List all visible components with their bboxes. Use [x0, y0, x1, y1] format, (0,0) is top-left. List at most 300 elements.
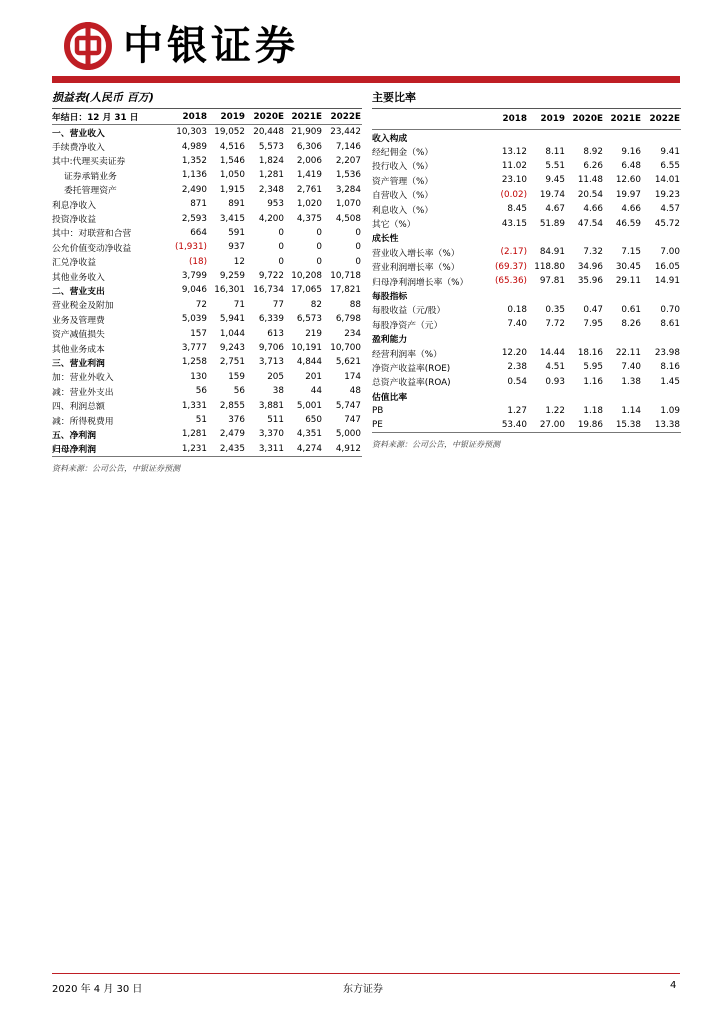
value-cell: 4,508 — [335, 213, 361, 224]
header-rule — [52, 76, 680, 83]
row-label: 二、营业支出 — [52, 286, 105, 297]
row-label: 资产减值损失 — [52, 330, 105, 341]
brand-name: 中银证券 — [123, 22, 299, 69]
table-row — [372, 403, 681, 417]
row-label: 委托管理资产 — [64, 186, 117, 197]
value-cell: (2.17) — [500, 247, 527, 258]
row-label: 其他业务收入 — [52, 272, 105, 283]
ratios-header-row — [372, 109, 681, 130]
value-cell: 4,351 — [296, 429, 322, 440]
value-cell: 9,243 — [219, 343, 245, 354]
row-label: PB — [372, 405, 384, 416]
value-cell: 23,442 — [330, 127, 361, 138]
table-row — [372, 317, 681, 331]
row-label: 四、利润总额 — [52, 402, 105, 413]
value-cell: 6,339 — [258, 314, 284, 325]
value-cell: 1.09 — [660, 405, 680, 416]
table-row — [372, 245, 681, 259]
value-cell: 1,352 — [181, 155, 207, 166]
value-cell — [604, 288, 642, 302]
row-label: 归母净利润增长率（%） — [372, 277, 469, 288]
value-cell: 8.45 — [507, 204, 527, 215]
value-cell — [604, 231, 642, 245]
value-cell: 118.80 — [534, 261, 565, 272]
row-label: 其它（%） — [372, 220, 416, 231]
value-cell — [642, 130, 681, 145]
value-cell: 56 — [195, 386, 207, 397]
table-row — [52, 226, 362, 240]
value-cell: 0.54 — [507, 376, 527, 387]
value-cell: 2.38 — [507, 362, 527, 373]
ratios-header-cell: 2021E — [610, 114, 641, 124]
row-label: 每股净资产（元） — [372, 320, 443, 331]
value-cell: 8.26 — [621, 319, 641, 330]
value-cell: 4.67 — [545, 204, 565, 215]
row-label: 成长性 — [372, 234, 399, 245]
row-label: 经营利润率（%） — [372, 349, 442, 360]
value-cell: 5.51 — [545, 160, 565, 171]
value-cell: 1.18 — [583, 405, 603, 416]
value-cell: 23.10 — [501, 175, 527, 186]
value-cell — [566, 331, 604, 345]
income-header-cell: 2018 — [182, 111, 207, 122]
value-cell: 5,573 — [258, 141, 284, 152]
value-cell: 0 — [316, 256, 322, 267]
income-header-cell: 2021E — [291, 111, 322, 122]
value-cell: 51 — [195, 415, 207, 425]
value-cell: 12.20 — [501, 348, 527, 359]
row-label: 其他业务成本 — [52, 344, 105, 355]
table-row — [372, 389, 681, 403]
value-cell — [490, 231, 528, 245]
value-cell: 6.55 — [660, 160, 680, 171]
ratios-header-cell: 2018 — [502, 114, 527, 124]
table-row — [372, 360, 681, 374]
value-cell: 19.74 — [539, 189, 565, 200]
value-cell — [566, 288, 604, 302]
value-cell: 5,621 — [335, 357, 361, 368]
value-cell — [528, 331, 566, 345]
value-cell: 16.05 — [654, 261, 680, 272]
value-cell: 4.57 — [660, 204, 680, 215]
value-cell: 11.48 — [577, 175, 603, 186]
value-cell — [604, 331, 642, 345]
value-cell: 4,844 — [296, 357, 322, 368]
value-cell: 0.35 — [545, 304, 565, 315]
value-cell: 19.97 — [615, 189, 641, 200]
value-cell: 2,207 — [335, 155, 361, 166]
value-cell: 19,052 — [214, 127, 245, 138]
value-cell — [490, 389, 528, 403]
table-row — [52, 211, 362, 225]
table-row — [372, 159, 681, 173]
table-row — [52, 197, 362, 211]
table-row — [52, 269, 362, 283]
value-cell: 0 — [278, 227, 284, 238]
row-label: 营业税金及附加 — [52, 301, 114, 312]
income-header-cell: 年结日：12 月 31 日 — [52, 113, 139, 123]
value-cell — [490, 331, 528, 345]
value-cell: 5,001 — [296, 400, 322, 411]
value-cell — [566, 231, 604, 245]
value-cell: 4,200 — [258, 213, 284, 224]
table-row — [52, 183, 362, 197]
value-cell: 0.70 — [660, 304, 680, 315]
value-cell: 7,146 — [335, 141, 361, 152]
table-row — [52, 442, 362, 457]
value-cell: 47.54 — [577, 218, 603, 229]
value-cell: 0 — [316, 227, 322, 238]
row-label: 营业收入增长率（%） — [372, 248, 460, 259]
income-header-row — [52, 109, 362, 125]
value-cell: 3,415 — [219, 213, 245, 224]
value-cell: 0.93 — [545, 376, 565, 387]
value-cell: 1.16 — [583, 376, 603, 387]
value-cell: 16,301 — [214, 285, 245, 296]
value-cell: 4.51 — [545, 362, 565, 373]
income-header-cell: 2019 — [220, 111, 245, 122]
value-cell: 159 — [228, 371, 245, 382]
row-label: 经纪佣金（%） — [372, 148, 434, 159]
value-cell: (65.36) — [494, 276, 527, 287]
ratios-header-cell: 2022E — [649, 114, 680, 124]
value-cell: 34.96 — [577, 261, 603, 272]
value-cell: 8.16 — [660, 362, 680, 373]
row-label: 五、净利润 — [52, 430, 96, 441]
value-cell: 5,747 — [335, 400, 361, 411]
value-cell: 1,050 — [219, 170, 245, 181]
table-row — [372, 331, 681, 345]
table-row — [372, 418, 681, 433]
ratios-header-cell — [372, 109, 490, 130]
value-cell: 1,136 — [181, 170, 207, 181]
value-cell: 20.54 — [577, 189, 603, 200]
value-cell — [604, 130, 642, 145]
row-label: PE — [372, 420, 383, 430]
value-cell: 2,490 — [181, 184, 207, 195]
value-cell: 1.45 — [660, 376, 680, 387]
value-cell: 53.40 — [501, 420, 527, 430]
value-cell: 174 — [344, 371, 361, 382]
value-cell: 4,274 — [296, 443, 322, 454]
value-cell: 1,536 — [335, 170, 361, 181]
value-cell: 17,065 — [291, 285, 322, 296]
value-cell: 14.91 — [654, 276, 680, 287]
value-cell: 0.47 — [583, 304, 603, 315]
value-cell: 0 — [278, 256, 284, 267]
value-cell: 1,070 — [335, 199, 361, 210]
value-cell: 27.00 — [539, 420, 565, 430]
value-cell: 5,039 — [181, 314, 207, 325]
value-cell: 1,020 — [296, 199, 322, 210]
value-cell: 6.26 — [583, 160, 603, 171]
brand-header — [63, 20, 299, 72]
value-cell: 4.66 — [583, 204, 603, 215]
value-cell: 46.59 — [615, 218, 641, 229]
value-cell: 4,912 — [335, 443, 361, 454]
income-header-cell: 2022E — [330, 111, 361, 122]
value-cell: 8.92 — [583, 146, 603, 157]
value-cell: 0 — [278, 242, 284, 253]
income-statement-section — [52, 86, 362, 474]
table-row — [372, 173, 681, 187]
value-cell: 650 — [305, 415, 322, 425]
table-row — [52, 240, 362, 254]
table-row — [372, 188, 681, 202]
value-cell: 664 — [190, 227, 207, 238]
value-cell: 7.40 — [621, 362, 641, 373]
value-cell: 0 — [355, 256, 361, 267]
value-cell: 7.00 — [660, 247, 680, 258]
value-cell: 6,573 — [296, 314, 322, 325]
table-row — [52, 355, 362, 369]
value-cell: 71 — [233, 299, 245, 310]
value-cell: 15.38 — [615, 420, 641, 430]
value-cell — [642, 389, 681, 403]
value-cell: 12.60 — [615, 175, 641, 186]
value-cell: 2,593 — [181, 213, 207, 224]
table-row — [52, 139, 362, 153]
value-cell: 1,258 — [181, 357, 207, 368]
value-cell — [566, 130, 604, 145]
table-row — [52, 255, 362, 269]
value-cell: 77 — [272, 299, 284, 310]
value-cell: 1.22 — [545, 405, 565, 416]
value-cell: 21,909 — [291, 127, 322, 138]
value-cell: 130 — [190, 371, 207, 382]
row-label: 自营收入（%） — [372, 191, 434, 202]
value-cell: 747 — [344, 415, 361, 425]
value-cell — [528, 231, 566, 245]
row-label: 业务及管理费 — [52, 315, 105, 326]
row-label: 其中:代理买卖证券 — [52, 157, 126, 168]
value-cell: 56 — [233, 386, 245, 397]
value-cell — [642, 288, 681, 302]
value-cell: 10,208 — [291, 271, 322, 282]
value-cell: 511 — [267, 415, 284, 425]
value-cell: 891 — [228, 199, 245, 210]
value-cell: 1,331 — [181, 400, 207, 411]
row-label: 投资净收益 — [52, 215, 96, 226]
value-cell — [528, 288, 566, 302]
row-label: 减：营业外支出 — [52, 387, 114, 398]
value-cell: 871 — [190, 199, 207, 210]
value-cell: 82 — [310, 299, 322, 310]
value-cell: 19.86 — [577, 420, 603, 430]
value-cell: 12 — [233, 256, 245, 267]
value-cell: 45.72 — [654, 218, 680, 229]
value-cell: 157 — [190, 328, 207, 339]
row-label: 公允价值变动净收益 — [52, 243, 132, 254]
value-cell: 591 — [228, 227, 245, 238]
value-cell: 9.41 — [660, 146, 680, 157]
value-cell: 613 — [267, 328, 284, 339]
row-label: 每股指标 — [372, 291, 408, 302]
value-cell: 1,824 — [258, 155, 284, 166]
row-label: 利息净收入 — [52, 200, 96, 211]
row-label: 营业利润增长率（%） — [372, 263, 460, 274]
table-row — [52, 125, 362, 140]
value-cell: 2,348 — [258, 184, 284, 195]
value-cell: 1.27 — [507, 405, 527, 416]
value-cell — [528, 389, 566, 403]
value-cell: 13.12 — [501, 146, 527, 157]
table-row — [52, 326, 362, 340]
value-cell: 44 — [310, 386, 322, 397]
row-label: 加：营业外收入 — [52, 373, 114, 384]
table-row — [52, 370, 362, 384]
value-cell: 20,448 — [253, 127, 284, 138]
value-cell: 219 — [305, 328, 322, 339]
row-label: 归母净利润 — [52, 445, 96, 456]
footer-date: 2020 年 4 月 30 日 — [52, 984, 143, 995]
value-cell: 953 — [267, 199, 284, 210]
value-cell: 1,231 — [181, 443, 207, 454]
value-cell: 2,435 — [219, 443, 245, 454]
table-row — [52, 398, 362, 412]
row-label: 利息收入（%） — [372, 205, 434, 216]
table-row — [372, 144, 681, 158]
page-number: 4 — [670, 980, 677, 991]
value-cell: 35.96 — [577, 276, 603, 287]
key-ratios-table — [372, 109, 681, 433]
value-cell: 3,799 — [181, 271, 207, 282]
value-cell: 10,303 — [176, 127, 207, 138]
footer-rule — [52, 973, 680, 974]
value-cell: 3,713 — [258, 357, 284, 368]
table-row — [372, 288, 681, 302]
table-row — [52, 283, 362, 297]
table-row — [372, 303, 681, 317]
value-cell: 22.11 — [615, 348, 641, 359]
value-cell: 88 — [349, 299, 361, 310]
value-cell: 19.23 — [654, 189, 680, 200]
value-cell: 10,718 — [330, 271, 361, 282]
value-cell: 5.95 — [583, 362, 603, 373]
value-cell: 7.40 — [507, 319, 527, 330]
value-cell: 3,881 — [258, 400, 284, 411]
value-cell: 29.11 — [615, 276, 641, 287]
value-cell: 7.95 — [583, 319, 603, 330]
key-ratios-title: 主要比率 — [372, 86, 681, 109]
table-row — [52, 298, 362, 312]
table-row — [372, 260, 681, 274]
value-cell: 3,311 — [258, 443, 284, 454]
value-cell: 2,006 — [296, 155, 322, 166]
value-cell: (1,931) — [174, 242, 207, 253]
value-cell: 0 — [316, 242, 322, 253]
value-cell: 11.02 — [501, 160, 527, 171]
row-label: 净资产收益率(ROE) — [372, 363, 451, 374]
value-cell: 51.89 — [539, 218, 565, 229]
value-cell: 0.18 — [507, 304, 527, 315]
row-label: 投行收入（%） — [372, 162, 434, 173]
bank-of-china-logo-icon — [63, 21, 113, 71]
value-cell: 6,798 — [335, 314, 361, 325]
value-cell: 7.32 — [583, 247, 603, 258]
value-cell: 9,046 — [181, 285, 207, 296]
value-cell: 4,375 — [296, 213, 322, 224]
value-cell: 43.15 — [501, 218, 527, 229]
value-cell: 2,761 — [296, 184, 322, 195]
value-cell: 3,777 — [181, 343, 207, 354]
row-label: 减：所得税费用 — [52, 416, 114, 427]
table-row — [52, 413, 362, 427]
value-cell: 3,284 — [335, 184, 361, 195]
value-cell: 1,419 — [296, 170, 322, 181]
value-cell: 17,821 — [330, 285, 361, 296]
table-row — [52, 168, 362, 182]
value-cell: 4,989 — [181, 141, 207, 152]
value-cell: 6,306 — [296, 141, 322, 152]
table-row — [372, 202, 681, 216]
table-row — [52, 427, 362, 441]
table-row — [372, 231, 681, 245]
value-cell: 1,281 — [181, 429, 207, 440]
value-cell: 1,915 — [219, 184, 245, 195]
value-cell: 7.72 — [545, 319, 565, 330]
value-cell: 1,281 — [258, 170, 284, 181]
value-cell: 4.66 — [621, 204, 641, 215]
value-cell: 5,000 — [335, 429, 361, 440]
row-label: 手续费净收入 — [52, 143, 105, 154]
value-cell: 3,370 — [258, 429, 284, 440]
value-cell: 0 — [355, 242, 361, 253]
value-cell: 1.38 — [621, 376, 641, 387]
value-cell: 14.01 — [654, 175, 680, 186]
value-cell: 2,855 — [219, 400, 245, 411]
value-cell: 7.15 — [621, 247, 641, 258]
ratios-header-cell: 2019 — [540, 114, 565, 124]
value-cell: 0 — [355, 227, 361, 238]
row-label: 证券承销业务 — [64, 171, 117, 182]
value-cell: 48 — [349, 386, 361, 397]
value-cell: 23.98 — [654, 348, 680, 359]
ratios-source-note: 资料来源：公司公告，中银证券预测 — [372, 440, 500, 450]
value-cell: 1,044 — [219, 328, 245, 339]
value-cell: 234 — [344, 328, 361, 339]
value-cell: (18) — [188, 256, 207, 267]
value-cell: 9,706 — [258, 343, 284, 354]
key-ratios-body — [372, 130, 681, 433]
value-cell: 376 — [228, 415, 245, 425]
value-cell: 2,751 — [219, 357, 245, 368]
table-row — [52, 384, 362, 398]
row-label: 三、营业利润 — [52, 358, 105, 369]
value-cell: 72 — [195, 299, 207, 310]
footer-company: 东方证券 — [343, 984, 383, 995]
table-row — [52, 312, 362, 326]
row-label: 盈利能力 — [372, 335, 408, 346]
table-row — [372, 130, 681, 145]
income-source-note: 资料来源：公司公告，中银证券预测 — [52, 463, 180, 473]
income-statement-title: 损益表(人民币 百万) — [52, 86, 362, 109]
value-cell: 38 — [272, 386, 284, 397]
value-cell: 10,191 — [291, 343, 322, 354]
key-ratios-section — [372, 86, 681, 450]
table-row — [372, 346, 681, 360]
table-row — [52, 341, 362, 355]
value-cell: (0.02) — [500, 189, 527, 200]
value-cell: 97.81 — [539, 276, 565, 287]
table-row — [372, 274, 681, 288]
row-label: 一、营业收入 — [52, 128, 105, 139]
value-cell: 13.38 — [654, 420, 680, 430]
table-row — [52, 154, 362, 168]
row-label: 资产管理（%） — [372, 176, 434, 187]
value-cell: 2,479 — [219, 429, 245, 440]
value-cell: 5,941 — [219, 314, 245, 325]
